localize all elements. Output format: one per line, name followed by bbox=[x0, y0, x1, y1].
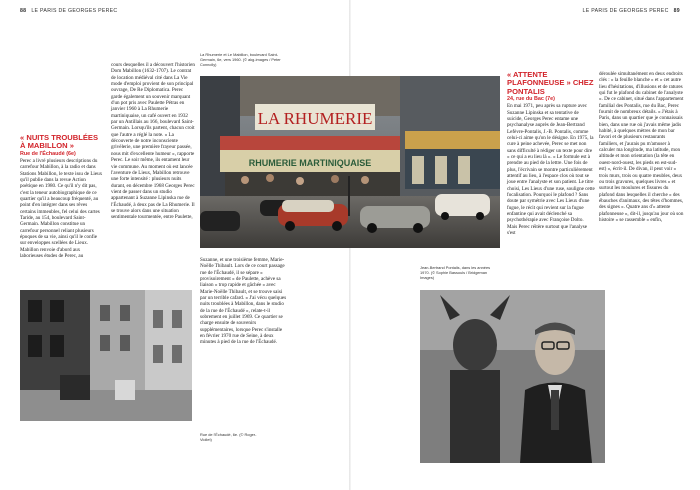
column-1-text: Perec a livré plusieurs descriptions du carrefour Mabillon, à la radio et dans Stations Mabillon, le texte issu de Lieux qu'il publie dans la revue Action poétique en 1980. Ce qu'il n'y dit pas, c'est la teneur autobiographique de ce quartier qu'il a beaucoup fréquenté, au point d'en intégrer dans ses rêves certains immeubles, fel celui des cartes Taride, au 154, boulevard Saint-Germain. Mabillon constitue un carrefour personnel reliant plusieurs époques de sa vie, ainsi qu'il le confie sur enveloppes scellées de Lieux. Mabillon renvoie d'abord aux laborieuses études de Perec, au bbox=[20, 157, 103, 259]
column-1 bbox=[20, 134, 104, 259]
caption-echaude: Rue de l'Échaudé, 6e. (© Roger-Viollet) bbox=[200, 432, 257, 442]
section-heading-pontalis: « ATTENTE PLAFONNEUSE » CHEZ PONTALIS bbox=[507, 70, 594, 96]
rhumerie-sign-text: LA RHUMERIE bbox=[257, 109, 373, 128]
section-address-echaude: Rue de l'Échaudé (6e) bbox=[20, 150, 76, 157]
rhumerie-awning-text: RHUMERIE MARTINIQUAISE bbox=[248, 158, 372, 168]
right-page-number: 89 bbox=[673, 8, 680, 14]
left-running-title: LE PARIS DE GEORGES PEREC bbox=[31, 8, 118, 14]
left-page-number: 88 bbox=[20, 8, 27, 14]
section-address-rue-du-bac: 24, rue du Bac (7e) bbox=[507, 96, 555, 103]
caption-pontalis: Jean-Bertrand Pontalis, dans les années 1970. (© Sophie Bassouls / Bridgeman Images) bbox=[420, 265, 491, 280]
column-4 bbox=[507, 71, 595, 236]
caption-rhumerie: La Rhumerie et Le Mabillon, boulevard Saint-Germain, 6e, vers 1960. (© akg-images / Peter Connolly) bbox=[200, 52, 281, 67]
echaude-street-bw bbox=[20, 290, 192, 421]
column-5-text: déroulée simultanément en deux endroits clés : « la feuille blanche » et « cet autre lieu d'hésitations, d'illusions et de ratures qui fut le plafond du cabinet de l'analyste ». De ce cabinet, situé dans l'appartement familial des Pontalis, rue du Bac, Perec fournit de nombreux détails. « J'étais à Paris, dans un quartier que je connaissais bien, dans une rue où j'avais même jadis habité, à quelques mètres de mon bar favori et de plusieurs restaurants familiers, et j'aurais pu m'amuser à calculer ma longitude, ma latitude, mon altitude et mon orientation (la tête en ouest-nord-ouest, les pieds en est-sud-est) », écrit-il. De divan, il peut voir « trois murs, trois ou quatre meubles, deux ou trois gravures, quelques livres » et surtout les moulures et fissures du plafond dans lesquelles il cherche « des ébauches d'animaux, des têtes d'hommes, des signes ». Quatre ans d'« attente plafonneuse », dit-il, jusqu'au jour où son histoire « se rassemble » enfin, bbox=[599, 71, 684, 223]
column-4-text: En mai 1971, peu après sa rupture avec Suzanne Lipinska et sa tentative de suicide, Georges Perec entame une psychanalyse auprès de Jean-Bertrand Lefèvre-Pontalis, J.-B. Pontalis, comme celui-ci aime qu'on le désigne. En 1975, la cure à peine achevée, Perec se met non sans difficulté à rédiger un texte pour dire « ce qui a eu lieu là ». « Le formule est à prendre au pied de la lettre. Une fois de plus, l'écrivain se montre particulièrement attentif au lieu, à l'espace clos où tout se joue entre l'analyste et son patient. Le titre choisi, Les Lieux d'une ruse, souligne cette focalisation. Pourquoi le plafond ? Sans doute par symétrie avec Les Lieux d'une fugue, le récit qui revient sur la fugue enfantine qui avait déclenché sa psychothérapie avec Françoise Dolto. Mais Perec réitère surtout que l'analyse s'est bbox=[507, 103, 595, 237]
pontalis-portrait-bw bbox=[420, 290, 605, 463]
left-running-header bbox=[20, 8, 117, 14]
column-2 bbox=[111, 62, 195, 221]
column-5 bbox=[599, 71, 684, 223]
column-3-text: Suzanne, et une troisième femme, Marie-Noëlle Thibault. Lors de ce court passage rue de l'Échaudé, il se sépare « provisoirement » de Paulette, achève sa liaison « trop rapide et gâchée » avec Marie-Noëlle Thibault, et se trouve saisi par un terrible cafard. « J'ai vécu quelques nuits troublées à Mabillon, dans le studio de la rue de l'Échaudé », relate-t-il sobrement en juillet 1969. Ce quartier se charge ensuite de souvenirs supplémentaires, lorsque Perec s'installe en février 1970 rue de Seine, à deux minutes à pied de la rue de l'Échaudé. bbox=[200, 257, 287, 346]
column-2-text: cours desquelles il a découvert l'historien Dom Mabillon (1632-1707). Le contrat de location médiéval cité dans La Vie mode d'emploi provient de son principal ouvrage, De Re Diplomatica. Perec garde également un souvenir marquant d'un pot pris avec Paulette Pétras en janvier 1960 à La Rhumerie martiniquaise, un café ouvert en 1932 par un Antillais au 166, boulevard Saint-Germain. Lorsqu'ils partent, chacun croit que l'autre a réglé la note. « La découverte de notre inconsciente grivèlerie, une première frayeur passée, nous mit d'excellente humeur », rapporte Perec. Le soir même, ils entament leur vie commune. Au moment où est lancée l'aventure de Lieux, Mabillon retrouve une forte intensité : plusieurs nuits durant, en décembre 1968 Georges Perec vient de passer dans un studio appartenant à Suzanne Lipinska rue de l'Échaudé, à deux pas de La Rhumerie. Il se trouve alors dans une situation sentimentale tourmentée, entre Paulette, bbox=[111, 62, 195, 221]
photo-la-rhumerie bbox=[200, 76, 500, 248]
rhumerie-street-scene bbox=[200, 76, 500, 248]
section-heading-mabillon: « NUITS TROUBLÉES À MABILLON » bbox=[20, 133, 99, 151]
right-running-header bbox=[583, 8, 680, 14]
photo-pontalis bbox=[420, 290, 605, 463]
column-3 bbox=[200, 257, 288, 346]
photo-rue-echaude bbox=[20, 290, 192, 421]
right-running-title: LE PARIS DE GEORGES PEREC bbox=[582, 8, 669, 14]
